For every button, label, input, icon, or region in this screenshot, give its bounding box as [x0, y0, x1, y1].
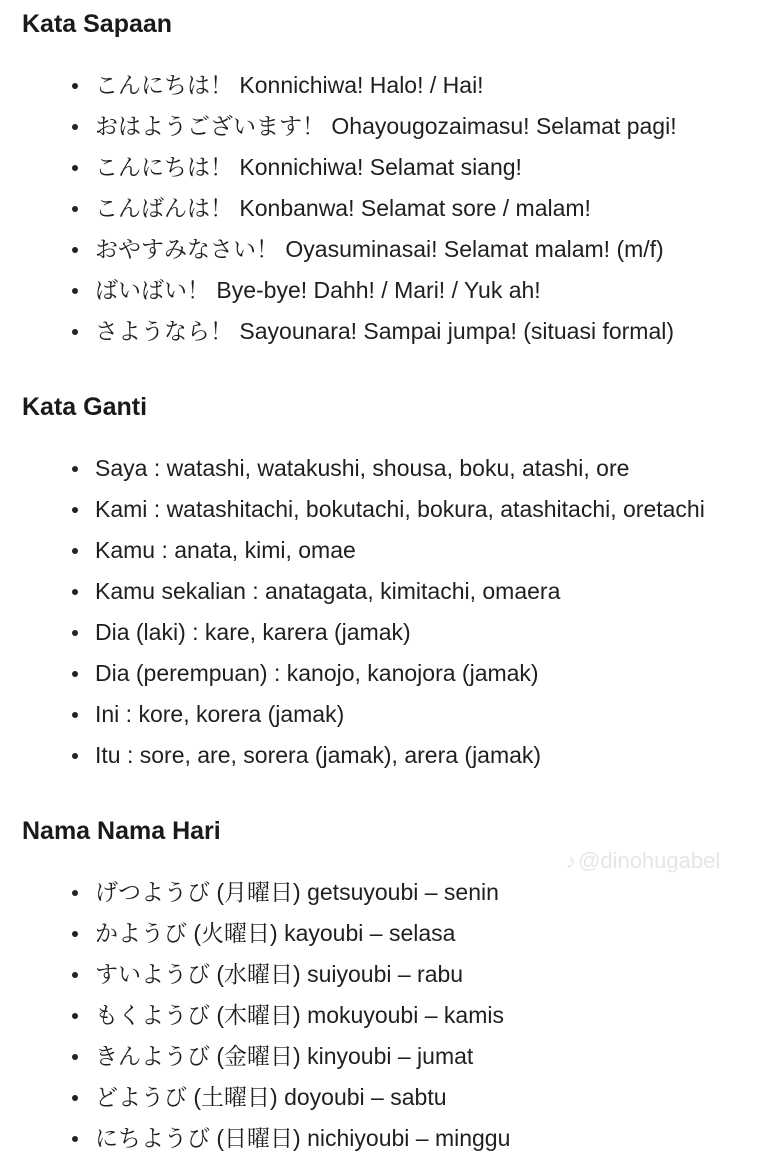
list-item-text: にちようび (日曜日) nichiyoubi – minggu — [95, 1125, 511, 1151]
list-item-text: かようび (火曜日) kayoubi – selasa — [95, 920, 456, 946]
list-item — [0, 954, 510, 995]
watermark-text: @dinohugabel — [578, 848, 721, 873]
list-item-text: こんにちは！ Konnichiwa! Selamat siang! — [95, 154, 522, 180]
list-item — [0, 995, 510, 1036]
list-item-text: こんばんは！ Konbanwa! Selamat sore / malam! — [95, 195, 591, 221]
list-item-text: もくようび (木曜日) mokuyoubi – kamis — [95, 1002, 504, 1028]
section-title-kata-sapaan: Kata Sapaan — [22, 10, 173, 38]
list-item-text: げつようび (月曜日) getsuyoubi – senin — [95, 879, 499, 905]
list-item — [0, 913, 510, 954]
watermark — [566, 847, 720, 876]
bullet-icon — [72, 630, 78, 636]
list-item-text: Ini : kore, korera (jamak) — [95, 701, 345, 727]
list-item — [0, 188, 677, 229]
bullet-icon — [72, 165, 78, 171]
list-item-text: Kamu sekalian : anatagata, kimitachi, omaera — [95, 578, 561, 604]
list-item-text: Kamu : anata, kimi, omae — [95, 537, 356, 563]
list-item — [0, 1118, 510, 1159]
bullet-icon — [72, 548, 78, 554]
list-item — [0, 229, 677, 270]
bullet-icon — [72, 671, 78, 677]
list-item-text: ばいばい！ Bye-bye! Dahh! / Mari! / Yuk ah! — [95, 277, 541, 303]
list-item-text: おはようございます！ Ohayougozaimasu! Selamat pagi! — [95, 113, 677, 139]
list-item-text: Kami : watashitachi, bokutachi, bokura, atashitachi, oretachi — [95, 496, 705, 522]
list-item — [0, 270, 677, 311]
list-item — [0, 1036, 510, 1077]
list-item-text: こんにちは！ Konnichiwa! Halo! / Hai! — [95, 72, 484, 98]
list-item — [0, 489, 705, 530]
list-item — [0, 530, 705, 571]
bullet-icon — [72, 247, 78, 253]
list-item-text: きんようび (金曜日) kinyoubi – jumat — [95, 1043, 474, 1069]
list-item — [0, 694, 705, 735]
list-item-text: どようび (土曜日) doyoubi – sabtu — [95, 1084, 447, 1110]
list-item-text: すいようび (水曜日) suiyoubi – rabu — [95, 961, 464, 987]
list-item-text: Dia (laki) : kare, karera (jamak) — [95, 619, 411, 645]
pronouns-list — [0, 448, 705, 776]
greetings-list — [0, 65, 677, 352]
list-item-text: Saya : watashi, watakushi, shousa, boku, atashi, ore — [95, 455, 630, 481]
bullet-icon — [72, 712, 78, 718]
list-item-text: さようなら！ Sayounara! Sampai jumpa! (situasi formal) — [95, 318, 675, 344]
list-item — [0, 1077, 510, 1118]
list-item — [0, 735, 705, 776]
bullet-icon — [72, 329, 78, 335]
section-title-kata-ganti: Kata Ganti — [22, 393, 148, 421]
section-title-nama-nama-hari: Nama Nama Hari — [22, 817, 221, 845]
list-item — [0, 65, 677, 106]
bullet-icon — [72, 890, 78, 896]
bullet-icon — [72, 1054, 78, 1060]
bullet-icon — [72, 1095, 78, 1101]
list-item — [0, 106, 677, 147]
bullet-icon — [72, 124, 78, 130]
list-item — [0, 147, 677, 188]
bullet-icon — [72, 206, 78, 212]
list-item — [0, 311, 677, 352]
list-item-text: おやすみなさい！ Oyasuminasai! Selamat malam! (m/f) — [95, 236, 664, 262]
bullet-icon — [72, 753, 78, 759]
bullet-icon — [72, 83, 78, 89]
bullet-icon — [72, 931, 78, 937]
days-list — [0, 872, 510, 1159]
bullet-icon — [72, 1013, 78, 1019]
bullet-icon — [72, 288, 78, 294]
list-item — [0, 571, 705, 612]
bullet-icon — [72, 1136, 78, 1142]
bullet-icon — [72, 589, 78, 595]
list-item-text: Dia (perempuan) : kanojo, kanojora (jamak) — [95, 660, 539, 686]
list-item-text: Itu : sore, are, sorera (jamak), arera (jamak) — [95, 742, 542, 768]
list-item — [0, 653, 705, 694]
list-item — [0, 872, 510, 913]
list-item — [0, 448, 705, 489]
bullet-icon — [72, 972, 78, 978]
bullet-icon — [72, 466, 78, 472]
bullet-icon — [72, 507, 78, 513]
tiktok-icon: ♪ — [566, 851, 576, 873]
list-item — [0, 612, 705, 653]
